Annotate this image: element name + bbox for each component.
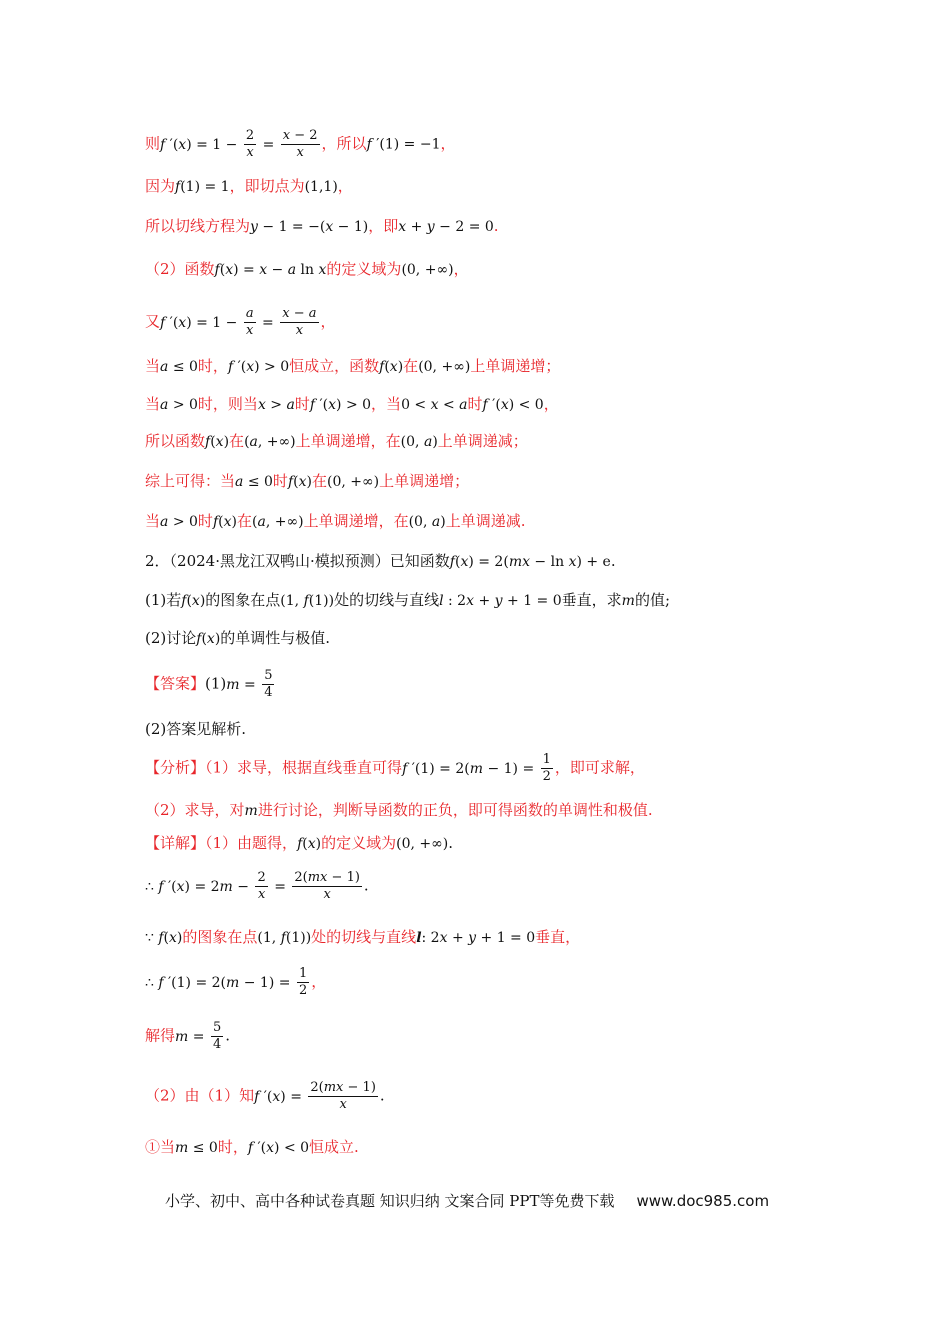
- problem-question-1: (1)若f(x)的图象在点(1, f(1))处的切线与直线l : 2x + y + 1 = 0垂直，求m的值;: [145, 591, 670, 609]
- detail-line-2: ∴ f ′(x) = 2m − $\frac{2}{x}$ = $\frac{2(mx - 1)}{x}$ .: [145, 870, 369, 902]
- solution-line-1: 则f ′(x) = 1 − $\frac{2}{x}$ = $\frac{x - 2}{x}$ ，所以f ′(1) = −1，: [145, 128, 456, 160]
- solution-line-9: 综上可得：当a ≤ 0时f(x)在(0, +∞)上单调递增；: [145, 472, 470, 490]
- problem-stem: 2．（2024·黑龙江双鸭山·模拟预测）已知函数f(x) = 2(mx − ln x) + e.: [145, 552, 616, 570]
- detail-line-7: ①当m ≤ 0时，f ′(x) < 0恒成立.: [145, 1138, 359, 1156]
- detail-line-4: ∴ f ′(1) = 2(m − 1) = $\frac{1}{2}$ ，: [145, 966, 327, 998]
- solution-line-7: 当a > 0时，则当x > a时f ′(x) > 0，当0 < x < a时f ′(x) < 0，: [145, 395, 559, 413]
- solution-line-2: 因为f(1) = 1，即切点为(1,1)，: [145, 177, 353, 195]
- footer-site-link[interactable]: www.doc985.com: [636, 1192, 770, 1210]
- analysis-line-2: （2）求导，对m进行讨论，判断导函数的正负，即可得函数的单调性和极值.: [145, 801, 653, 819]
- solution-line-8: 所以函数f(x)在(a, +∞)上单调递增，在(0, a)上单调递减；: [145, 432, 528, 450]
- analysis-tag: 【分析】: [145, 758, 206, 777]
- answer-tag: 【答案】: [145, 674, 206, 693]
- analysis-line-1: 【分析】（1）求导，根据直线垂直可得f ′(1) = 2(m − 1) = $\frac{1}{2}$ ，即可求解，: [145, 752, 645, 784]
- solution-line-4: （2）函数f(x) = x − a ln x的定义域为(0, +∞)，: [145, 260, 469, 278]
- detail-line-3: ∵ f(x)的图象在点(1, f(1))处的切线与直线l: 2x + y + 1 = 0垂直，: [145, 928, 581, 946]
- math-derivative: f ′(x) = 1 − $\frac{2}{x}$ = $\frac{x - 2}{x}$: [160, 128, 318, 160]
- detail-tag: 【详解】: [145, 834, 206, 852]
- answer-line-2: (2)答案见解析.: [145, 720, 247, 738]
- math-f1: f ′(1) = −1: [366, 136, 441, 153]
- footer-text: 小学、初中、高中各种试卷真题 知识归纳 文案合同 PPT等免费下载: [165, 1192, 615, 1210]
- solution-line-10: 当a > 0时f(x)在(a, +∞)上单调递增，在(0, a)上单调递减.: [145, 512, 526, 530]
- solution-line-3: 所以切线方程为y − 1 = −(x − 1)，即x + y − 2 = 0.: [145, 217, 499, 235]
- answer-line-1: 【答案】(1)m = $\frac{5}{4}$: [145, 668, 273, 700]
- detail-line-1: 【详解】（1）由题得，f(x)的定义域为(0, +∞).: [145, 834, 454, 852]
- detail-line-6: （2）由（1）知f ′(x) = $\frac{2(mx - 1)}{x}$ .: [145, 1080, 385, 1112]
- solution-line-6: 当a ≤ 0时，f ′(x) > 0恒成立，函数f(x)在(0, +∞)上单调递增；: [145, 357, 561, 375]
- page-footer: [165, 1190, 769, 1211]
- detail-line-5: 解得m = $\frac{5}{4}$ .: [145, 1020, 230, 1052]
- solution-line-5: 又f ′(x) = 1 − $\frac{a}{x}$ = $\frac{x - a}{x}$ ，: [145, 306, 336, 338]
- problem-question-2: (2)讨论f(x)的单调性与极值.: [145, 629, 331, 647]
